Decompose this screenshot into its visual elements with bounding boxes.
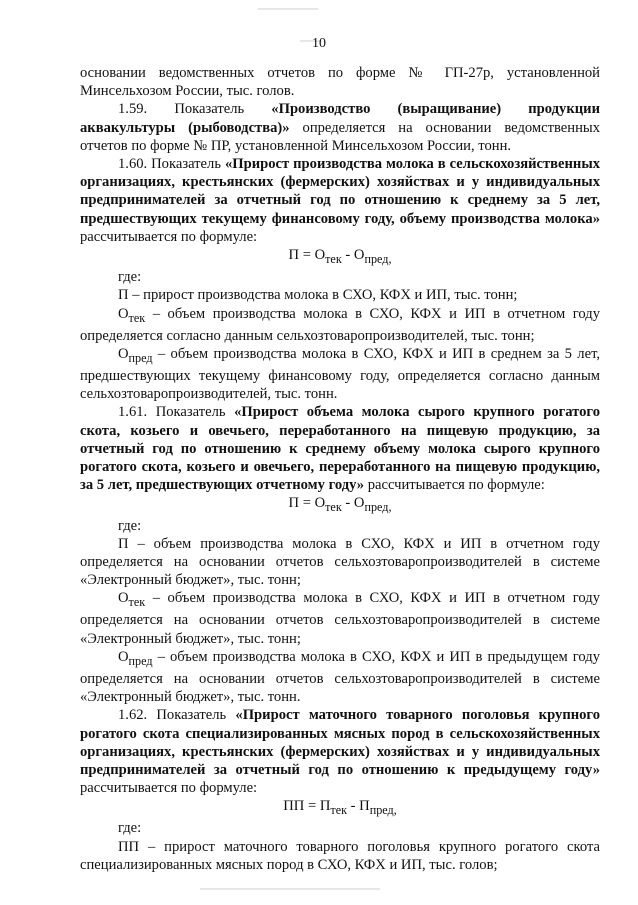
text-run: П – прирост производства молока в СХО, КФХ и ИП, тыс. тонн;	[118, 287, 518, 304]
text-run: ПП – прирост маточного товарного поголовья крупного рогатого скота специализированных мясных пород в СХО, КФХ и ИП, тыс. голов;	[80, 838, 600, 873]
text-run: О	[118, 648, 129, 665]
bold-text: «Прирост производства молока в сельскохозяйственных организациях, крестьянских (фермерских) хозяйствах и у индивидуальных предпринимателей за отчетный год по отношению к среднему за 5 лет, предшествующих текущему финансовому году, объему производства молока»	[80, 156, 601, 227]
paragraph	[80, 706, 600, 797]
formula	[80, 246, 600, 268]
text-run: П = О	[288, 495, 326, 512]
subscript: тек	[325, 251, 342, 266]
scan-noise	[200, 888, 380, 890]
subscript: тек	[330, 803, 348, 818]
text-run: 1.61. Показатель	[118, 404, 235, 421]
subscript: тек	[325, 500, 342, 515]
text-run: определяется на основании ведомственных отчетов по форме № ПР, установленной Минсельхозом России, тонн.	[80, 119, 601, 154]
text-run: – объем производства молока в СХО, КФХ и ИП в среднем за 5 лет, предшествующих текущему финансовому году, определяется согласно данным сельхозтоваропроизводителей, тыс. тонн.	[80, 345, 600, 403]
text-run: основании ведомственных отчетов по форме № ГП-27р, установленной Минсельхозом России, тыс. голов.	[80, 65, 600, 100]
text-run: П = О	[288, 247, 326, 264]
text-run: рассчитывается по формуле:	[364, 477, 545, 494]
text-run: 1.62. Показатель	[118, 707, 236, 724]
where-label	[80, 819, 600, 837]
paragraph	[80, 648, 600, 707]
subscript: пред	[128, 350, 153, 365]
text-run: рассчитывается по формуле:	[80, 228, 258, 245]
paragraph	[80, 535, 600, 590]
subscript: тек	[128, 310, 146, 325]
text-run: – объем производства молока в СХО, КФХ и ИП в предыдущем году определяется на основании отчетов сельхозтоваропроизводителей в системе «Электронный бюджет», тыс. тонн.	[80, 648, 600, 706]
text-run: 1.60. Показатель	[118, 156, 225, 173]
page-number: 10	[312, 36, 326, 51]
document-body	[80, 64, 600, 874]
bold-text: «Прирост объема молока сырого крупного рогатого скота, козьего и овечьего, переработанного на пищевую продукцию, за отчетный год по отношению к среднему объему молока сырого крупного рогатого скота, козьего и овечьего, переработанного на пищевую продукцию, за 5 лет, предшествующих отчетному году»	[80, 404, 600, 494]
paragraph	[80, 155, 600, 246]
paragraph	[80, 345, 600, 404]
text-run: - П	[347, 798, 370, 815]
text-run: О	[118, 305, 129, 322]
text-run: где:	[118, 517, 142, 534]
subscript: тек	[128, 595, 146, 610]
text-run: ПП = П	[283, 798, 331, 815]
text-run: О	[118, 590, 129, 607]
text-run: О	[118, 345, 129, 362]
text-run: 1.59. Показатель	[118, 101, 272, 118]
paragraph	[80, 305, 600, 345]
subscript: пред,	[364, 500, 392, 515]
text-run: рассчитывается по формуле:	[80, 780, 258, 797]
paragraph	[80, 838, 600, 874]
text-run: где:	[118, 269, 142, 286]
paragraph	[80, 64, 600, 100]
formula	[80, 797, 600, 819]
bold-text: «Производство (выращивание) продукции аквакультуры (рыбоводства)»	[80, 101, 600, 136]
text-run: – объем производства молока в СХО, КФХ и ИП в отчетном году определяется согласно данным сельхозтоваропроизводителей, тыс. тонн;	[80, 305, 600, 344]
bold-text: «Прирост маточного товарного поголовья крупного рогатого скота специализированных мясных пород в сельскохозяйственных организациях, крестьянских (фермерских) хозяйствах и у индивидуальных предпринимателей за отчетный год по отношению к предыдущему году»	[80, 707, 600, 778]
subscript: пред,	[369, 803, 397, 818]
where-label	[80, 268, 600, 286]
paragraph	[80, 286, 600, 304]
text-run: – объем производства молока в СХО, КФХ и ИП в отчетном году определяется на основании отчетов сельхозтоваропроизводителей в системе «Электронный бюджет», тыс. тонн;	[80, 590, 600, 647]
text-run: - О	[341, 495, 365, 512]
where-label	[80, 517, 600, 535]
subscript: пред,	[364, 251, 392, 266]
subscript: пред	[128, 653, 153, 668]
text-run: - О	[341, 247, 365, 264]
paragraph	[80, 403, 600, 494]
paragraph	[80, 589, 600, 648]
text-run: где:	[118, 820, 142, 837]
text-run: П – объем производства молока в СХО, КФХ и ИП в отчетном году определяется на основании отчетов сельхозтоваропроизводителей в системе «Электронный бюджет», тыс. тонн;	[80, 535, 600, 589]
scan-noise	[258, 8, 318, 10]
formula	[80, 494, 600, 516]
paragraph	[80, 100, 600, 155]
